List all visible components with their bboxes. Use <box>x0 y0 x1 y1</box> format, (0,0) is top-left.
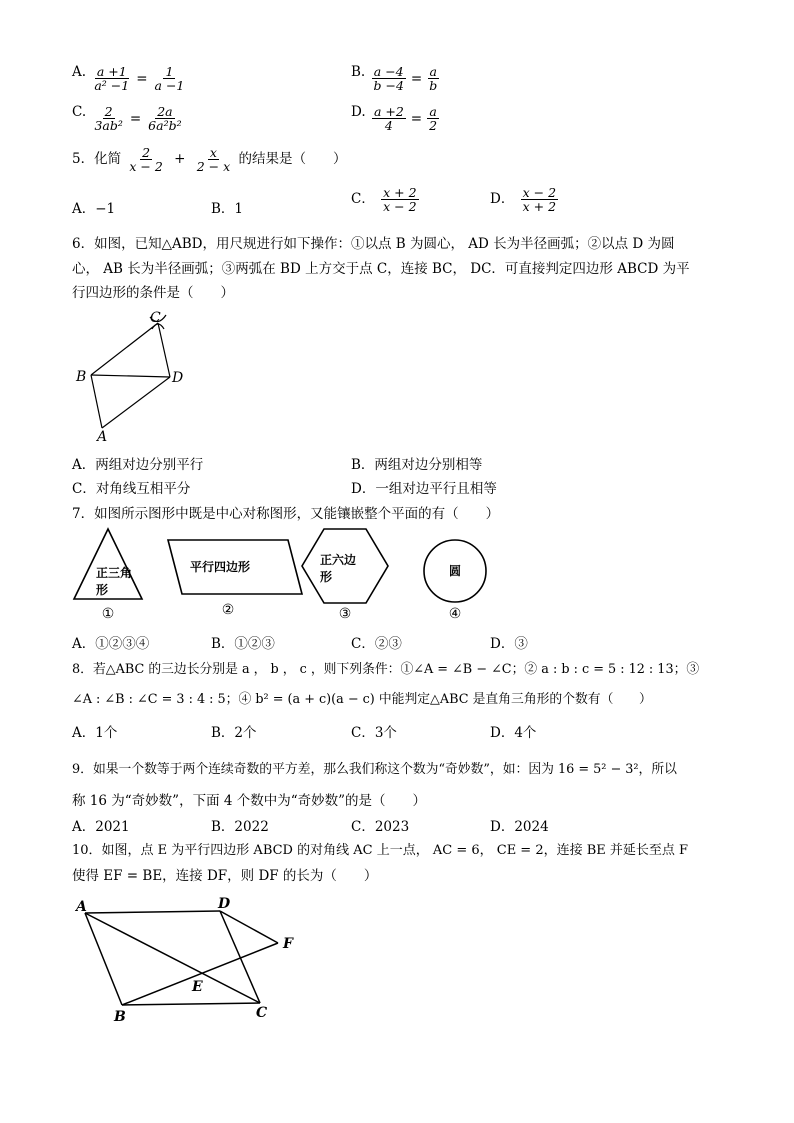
triangle-label-line1: 正三角 <box>96 566 133 580</box>
q7-option-a: A．①②③④ <box>72 636 150 652</box>
q10-label-a: A <box>76 899 87 915</box>
q4-option-d: D. $\frac{a +2}{4}$ = $\frac{a}{2}$ <box>351 104 438 134</box>
triangle-label-line2: 形 <box>96 583 109 597</box>
q6-segment-bc <box>91 323 158 375</box>
q5-option-a: A．−1 <box>72 201 116 217</box>
q8-option-d: D．4个 <box>490 725 537 741</box>
q8-option-c: C．3个 <box>351 725 397 741</box>
q10-stem-line1: 10．如图，点 E 为平行四边形 ABCD 的对角线 AC 上一点， AC = 6， CE = 2，连接 BE 并延长至点 F <box>72 843 689 858</box>
circle-label: 圆 <box>448 564 462 578</box>
q6-segment-cd <box>158 323 170 377</box>
q10-segment-bc <box>122 1003 260 1005</box>
q10-segment-bf <box>122 943 278 1005</box>
q9-stem-line2: 称 16 为“奇妙数”，下面 4 个数中为“奇妙数”的是（ ） <box>72 793 427 809</box>
hexagon-label-line2: 形 <box>320 570 333 584</box>
q10-segment-ab <box>85 913 122 1005</box>
q7-option-c: C．②③ <box>351 636 402 652</box>
q6-option-d: D．一组对边平行且相等 <box>351 481 497 497</box>
q4-option-a: A. $\frac{a +1}{\text{a² −1}}$ = $\frac{1}{a -1}$ <box>72 64 185 94</box>
q6-stem-line3: 行四边形的条件是（ ） <box>72 285 234 301</box>
circle-number: ④ <box>448 606 462 622</box>
q7-option-b: B．①②③ <box>211 636 275 652</box>
parallelogram-number: ② <box>221 602 235 618</box>
q6-stem-line1: 6．如图，已知△ABD，用尺规进行如下操作：①以点 B 为圆心， AD 长为半径画弧；②以点 D 为圆 <box>72 236 675 252</box>
q9-stem-line1: 9．如果一个数等于两个连续奇数的平方差，那么我们称这个数为“奇妙数”，如：因为 16 = 5² − 3²，所以 <box>72 762 677 777</box>
q8-stem-line2: ∠A : ∠B : ∠C = 3 : 4 : 5；④ b² = (a + c)(a − c) 中能判定△ABC 是直角三角形的个数有（ ） <box>72 692 652 707</box>
q4-option-b: B. $\frac{a -4}{b -4}$ = $\frac{a}{b}$ <box>351 64 438 94</box>
q5-option-c: C． $\frac{x + 2}{x - 2}$ <box>351 185 417 215</box>
q10-label-f: F <box>283 936 293 952</box>
parallelogram-label: 平行四边形 <box>190 560 251 574</box>
hexagon-label-line1: 正六边 <box>320 553 357 567</box>
q6-segment-bd <box>91 375 170 377</box>
q10-segment-ac <box>85 913 260 1003</box>
q9-option-d: D．2024 <box>490 819 549 835</box>
q6-option-b: B．两组对边分别相等 <box>351 457 483 473</box>
q4-option-c: C. $\frac{2}{\text{3ab²}}$ = $\frac{2a}{\text{6a²b²}}$ <box>72 104 182 134</box>
q8-stem-line1: 8．若△ABC 的三边长分别是 a ， b ， c ，则下列条件：①∠A = ∠B − ∠C；② a : b : c = 5 : 12 : 13；③ <box>72 662 700 677</box>
q6-stem-line2: 心， AB 长为半径画弧；③两弧在 BD 上方交于点 C，连接 BC， DC．可直接判定四边形 ABCD 为平 <box>72 261 690 277</box>
hexagon-number: ③ <box>338 606 352 622</box>
q10-segment-df <box>220 911 278 943</box>
q6-label-a: A <box>97 429 108 445</box>
q7-figure <box>70 524 500 624</box>
q9-option-b: B．2022 <box>211 819 269 835</box>
q7-stem: 7．如图所示图形中既是中心对称图形，又能镶嵌整个平面的有（ ） <box>72 506 500 522</box>
q9-option-a: A．2021 <box>72 819 130 835</box>
triangle-number: ① <box>101 606 115 622</box>
q10-label-e: E <box>192 979 203 995</box>
q6-label-b: B <box>76 369 87 385</box>
q6-figure <box>70 305 200 445</box>
q5-option-b: B．1 <box>211 201 244 217</box>
q6-label-c: C <box>150 310 161 326</box>
q10-stem-line2: 使得 EF = BE，连接 DF，则 DF 的长为（ ） <box>72 868 378 884</box>
q8-option-b: B．2个 <box>211 725 257 741</box>
q10-label-d: D <box>218 896 231 912</box>
q9-option-c: C．2023 <box>351 819 410 835</box>
q5-option-d: D． $\frac{x - 2}{x + 2}$ <box>490 185 557 215</box>
q6-option-a: A．两组对边分别平行 <box>72 457 204 473</box>
q5-stem: 5．化简 $\frac{2}{x - 2}$ + $\frac{x}{2 - x}$ 的结果是（ ） <box>72 145 347 175</box>
q6-segment-ba <box>91 375 102 428</box>
q6-option-c: C．对角线互相平分 <box>72 481 191 497</box>
q6-segment-ad <box>102 377 170 428</box>
q8-option-a: A．1个 <box>72 725 118 741</box>
q7-option-d: D．③ <box>490 636 528 652</box>
q10-segment-dc <box>220 911 260 1003</box>
q10-label-b: B <box>114 1009 126 1025</box>
q10-figure <box>70 893 310 1025</box>
q10-segment-ad <box>85 911 220 913</box>
q6-label-d: D <box>172 370 184 386</box>
q10-label-c: C <box>256 1005 268 1021</box>
